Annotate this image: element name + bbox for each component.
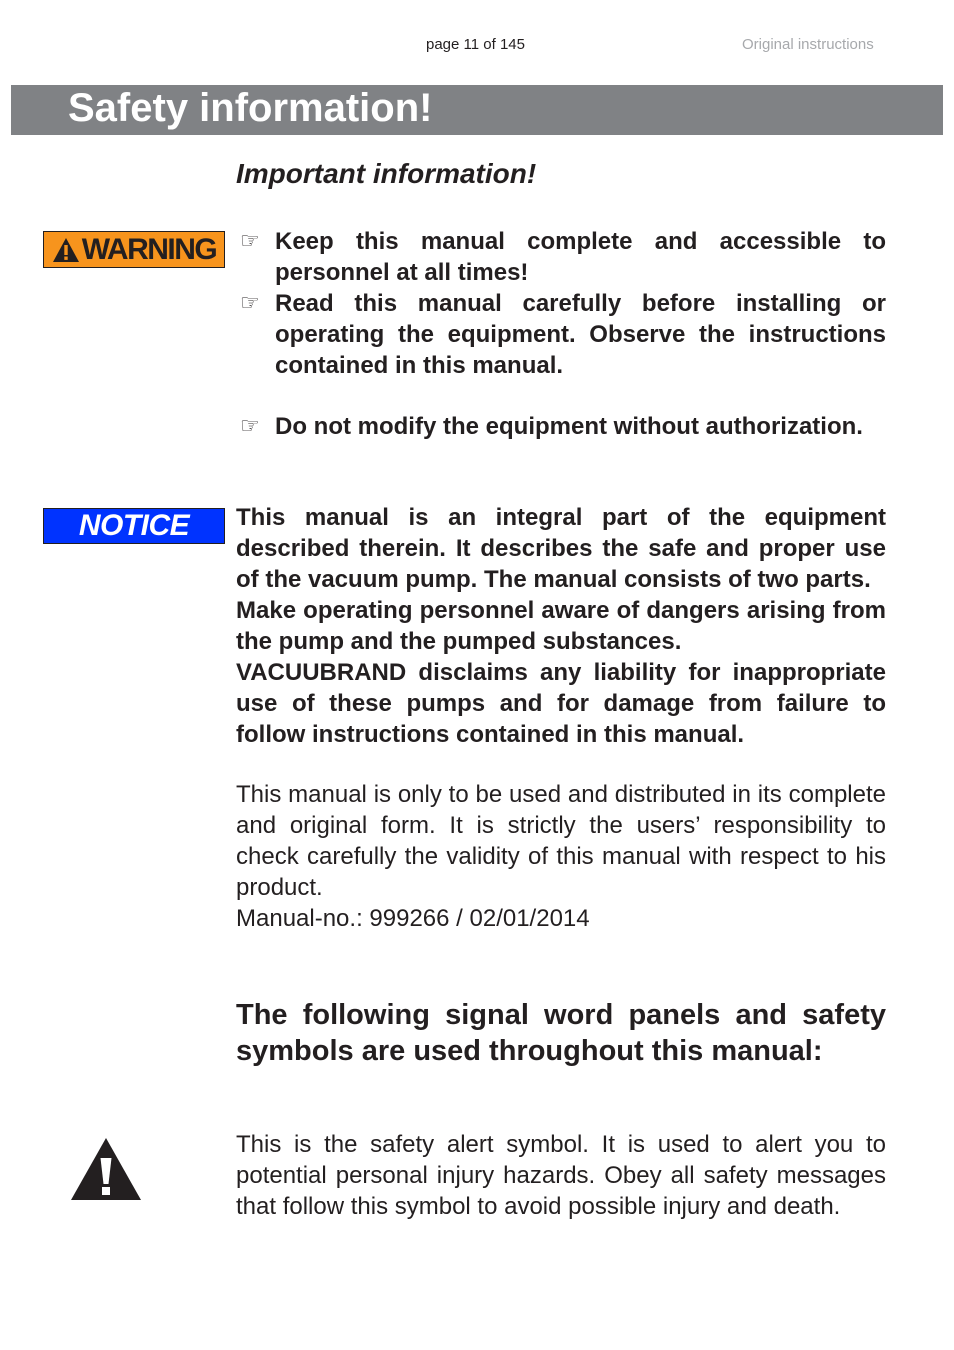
distribution-paragraph: This manual is only to be used and distributed in its complete and original form. It is strictly the users’ responsibility to check carefully the validity of this manual with respect to his product. bbox=[236, 781, 886, 901]
warning-item-text: Do not modify the equipment without authorization. bbox=[275, 413, 863, 440]
symbols-section-heading: The following signal word panels and safety symbols are used throughout this manual: bbox=[236, 999, 886, 1067]
safety-alert-triangle-icon bbox=[69, 1136, 143, 1202]
pointing-hand-icon: ☞ bbox=[240, 229, 260, 254]
safety-alert-description bbox=[236, 1129, 886, 1222]
distribution-text-block bbox=[236, 779, 886, 934]
notice-text bbox=[236, 502, 886, 750]
warning-triangle-icon bbox=[52, 237, 80, 263]
safety-alert-text: This is the safety alert symbol. It is used to alert you to potential personal injury hazards. Obey all safety messages that follow this symbol to avoid possible injury and death. bbox=[236, 1131, 886, 1220]
important-information-heading: Important information! bbox=[236, 158, 537, 189]
section-banner bbox=[11, 85, 943, 135]
pointing-hand-icon: ☞ bbox=[240, 291, 260, 316]
notice-paragraph: This manual is an integral part of the equipment described therein. It describes the safe and proper use of the vacuum pump. The manual consists of two parts. bbox=[236, 504, 886, 593]
manual-number: Manual-no.: 999266 / 02/01/2014 bbox=[236, 905, 590, 932]
notice-paragraph: Make operating personnel aware of dangers arising from the pump and the pumped substances. bbox=[236, 597, 886, 655]
warning-list-item bbox=[240, 226, 886, 288]
page-title: Safety information! bbox=[68, 86, 433, 130]
document-type-label: Original instructions bbox=[742, 36, 874, 53]
pointing-hand-icon: ☞ bbox=[240, 414, 260, 439]
notice-paragraph: VACUUBRAND disclaims any liability for inappropriate use of these pumps and for damage from failure to follow instructions contained in this manual. bbox=[236, 659, 886, 748]
page-number: page 11 of 145 bbox=[426, 36, 525, 53]
warning-list-item bbox=[240, 411, 886, 442]
notice-signal-panel bbox=[43, 508, 225, 544]
warning-list bbox=[240, 226, 886, 442]
notice-label: NOTICE bbox=[78, 509, 190, 542]
warning-label: WARNING bbox=[81, 232, 217, 266]
warning-item-text: Keep this manual complete and accessible to personnel at all times! bbox=[275, 228, 886, 286]
warning-signal-panel bbox=[43, 231, 225, 268]
warning-item-text: Read this manual carefully before installing or operating the equipment. Observe the instructions contained in this manual. bbox=[275, 290, 886, 379]
warning-list-item bbox=[240, 288, 886, 381]
